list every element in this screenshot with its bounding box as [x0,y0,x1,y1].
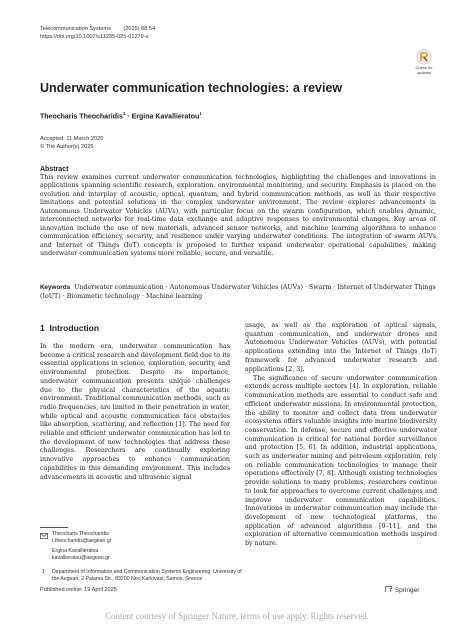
paragraph: usage, as well as the exploration of optical signals, quantum communication, and underwater drones and Autonomous Underwater Vehicles (AUVs), with potential applications extending into the Internet of Things (IoT) framework for advanced underwater research and applications [2, 3]. [245,322,437,373]
email-icon [40,533,48,539]
contact-name: Theocharis Theocharidis [52,531,109,537]
coauthor-email[interactable]: kavallieratou@aegean.gr [52,555,110,561]
author-name[interactable]: Ergina Kavallieratou [131,113,200,121]
doi-link[interactable]: https://doi.org/10.1007/s11235-025-01279-x [40,34,149,40]
publisher-name: Springer [394,587,420,594]
published-date: Published online: 19 April 2025 [40,587,117,593]
running-header [40,25,155,41]
left-column [40,343,230,482]
section-heading [40,323,99,333]
author-list [40,111,202,120]
author-name[interactable]: Theocharis Theocharidis [40,113,123,121]
contact-email[interactable]: t.theocharidis@aegean.gr [52,538,112,544]
abstract-heading: Abstract [40,166,69,173]
publisher-logo[interactable] [384,585,419,594]
keywords-label: Keywords [40,284,71,291]
coauthor-name: Ergina Kavallieratou [52,548,99,554]
corresponding-author [52,531,111,562]
footnote-rule [40,527,68,528]
affiliation-text: Department of Information and Communication Systems Engineering, University of the Aegean, 2 Palama Str., 83200 Neo Karlovasi, Samos, Greece [52,569,242,582]
springer-horse-icon [384,585,393,593]
affiliation-number: 1 [42,569,45,575]
affiliation-marker: 1 [199,111,202,116]
paper-title: Underwater communication technologies: a review [40,81,343,95]
keywords [40,284,436,301]
paragraph: In the modern era, underwater communication has become a critical research and development field due to its essential applications in science, exploration, security, and environmental protection. Despite its importance, underwater communication presents unique challenges due to the physical characteristics of the aquatic environment. Traditional communication methods, such as radio frequencies, are limited in their penetration in water, while optical and acoustic communication face obstacles like absorption, scattering, and reflection [1]. The need for reliable and efficient underwater communication has led to the development of new technologies that address these challenges. Researchers are continually exploring innovative approaches to enhance communication capabilities in this demanding environment. This includes advancements in acoustic and ultrasonic signal [40,343,230,481]
copyright-notice: © The Author(s) 2025 [40,144,94,150]
check-for-updates-icon [416,49,432,65]
paragraph: The significance of secure underwater communication extends across multiple sectors [4]. In exploration, reliable communication methods are essential to conduct safe and efficient underwater missions. In environmental protection, the ability to monitor and collect data from underwater ecosystems offers valuable insights into marine biodiversity conservation. In defense, secure and effective underwater communication is critical for national border surveillance and protection [5, 6]. In addition, industrial applications, such as underwater mining and petroleum exploration, rely on reliable communication technologies to manage their operations effectively [7, 8]. Although existing technologies provide solutions to many problems, researchers continue to look for approaches to overcome current challenges and improve underwater communication capabilities. Innovations in underwater communication may include the development of new technological platforms, the application of advanced algorithms [9–11], and the exploration of alternative communication methods inspired by nature. [245,374,437,548]
check-for-updates-badge[interactable] [413,49,435,75]
keywords-text: Underwater communication · Autonomous Underwater Vehicles (AUVs) · Swarm · Internet of Underwater Things (IoUT) · Biomimetic technology · Machine learning [40,284,436,300]
right-column [245,322,437,549]
badge-line1: Check for [415,65,433,70]
article-dates [40,135,103,151]
accepted-date: Accepted: 11 March 2025 [40,136,104,142]
abstract-text: This review examines current underwater communication technologies, highlighting the challenges and innovations in applications spanning scientific research, exploration, environmental monitoring, and security. Emphasis is placed on the evolution and interplay of acoustic, optical, quantum, and hybrid communication methods, as well as their respective limitations and potential solutions in the complex underwater environment. The review explores advancements in Autonomous Underwater Vehicles (AUVs), with particular focus on the swarm configuration, which enables dynamic, interconnected networks for real-time data exchange and adaptive responses to environmental changes. Key areas of innovation include the use of new materials, advanced sensor networks, and machine learning algorithms to enhance communication efficiency, security, and resilience under varying underwater conditions. The integration of swarm AUVs and Internet of Things (IoT) concepts is proposed to further expand underwater operational capabilities, making underwater communication systems more reliable, secure, and versatile. [40,174,436,258]
section-title: Introduction [49,323,100,333]
courtesy-notice: Content courtesy of Springer Nature, terms of use apply. Rights reserved. [104,611,370,621]
badge-line2: updates [416,69,432,75]
journal-name: Telecommunication Systems [40,26,111,32]
volume-info: (2025) 88:54 [123,26,156,32]
affiliation-marker: 1 [122,111,126,116]
section-number: 1 [40,323,45,333]
author-separator: · [125,113,132,121]
